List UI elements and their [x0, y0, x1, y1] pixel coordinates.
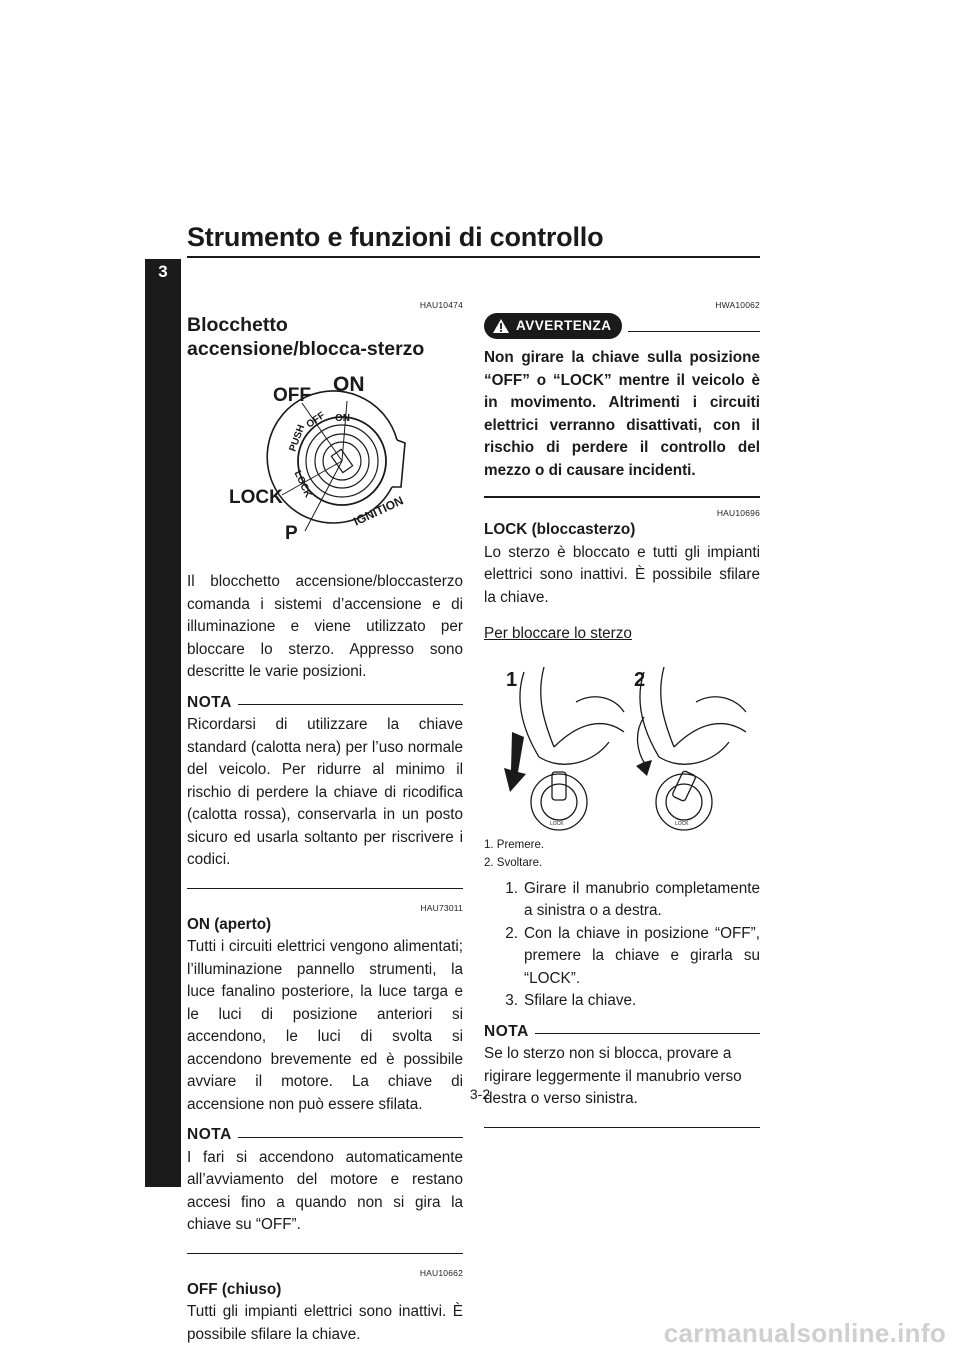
on-paragraph: Tutti i circuiti elettrici vengono alimentati; l’illuminazione pannello strumenti, la luce fanalino posteriore, la luce targa e le luci di posizione anteriori si accendono, le luci di svolta si accendono brevemente ed è possibile avviare il motore. La chiave di accensione non può essere sfilata. [187, 938, 463, 1113]
steering-lock-illustration [484, 662, 760, 832]
section-heading: Blocchetto accensione/blocca-sterzo [187, 314, 425, 360]
figure-label-off: OFF [273, 385, 311, 406]
dial-text-on: ON [335, 413, 350, 424]
intro-paragraph: Il blocchetto accensione/bloccasterzo comanda i sistemi d’accensione e di illuminazione e viene utilizzato per bloccare lo sterzo. Appresso sono descritte le varie posizioni. [187, 573, 463, 680]
lock-heading: LOCK (bloccasterzo) [484, 521, 636, 538]
off-heading: OFF (chiuso) [187, 1280, 282, 1298]
ring-text: LOCK [675, 820, 689, 827]
step-text: Girare il manubrio completamente a sinistra o a destra. [524, 879, 760, 919]
warning-triangle-icon [492, 318, 510, 334]
dial-text-off: OFF [304, 410, 328, 431]
nota-end-rule [187, 888, 463, 889]
nota-text: I fari si accendono automaticamente all’avviamento del motore e restano accesi fino a quando non si gira la chiave su “OFF”. [187, 1148, 463, 1233]
dial-text-lock: LOCK [291, 469, 314, 500]
right-column [484, 300, 760, 1142]
left-column [187, 300, 463, 1346]
ref-code: HAU10474 [419, 300, 463, 310]
caption: 2. Svoltare. [484, 856, 543, 869]
step-number: 3. [505, 992, 518, 1009]
ignition-switch-illustration [187, 365, 463, 565]
ref-code: HAU73011 [420, 902, 463, 913]
ref-code: HAU10696 [716, 508, 760, 518]
procedure-steps [484, 878, 760, 1013]
on-heading: ON (aperto) [187, 915, 272, 933]
ref-code: HWA10062 [715, 300, 760, 310]
list-item [484, 990, 760, 1013]
nota-label: NOTA [187, 1126, 232, 1143]
off-paragraph: Tutti gli impianti elettrici sono inattivi. È possibile sfilare la chiave. [187, 1303, 463, 1343]
caption: 1. Premere. [484, 838, 545, 851]
step-number: 2. [505, 924, 518, 942]
warning-header [484, 313, 760, 339]
nota-text: Ricordarsi di utilizzare la chiave standard (calotta nera) per l’uso normale del veicolo. Per ridurre al minimo il rischio di perdere la chiave di ricodifica (calotta rossa), conservarla in un posto sicuro ed usarla soltanto per riscrivere i codici. [187, 716, 463, 868]
page-number: 3-2 [469, 1086, 491, 1102]
dial-text-push: PUSH [287, 423, 308, 454]
step-label-1: 1 [506, 668, 518, 691]
step-text: Sfilare la chiave. [524, 992, 637, 1009]
step-number: 1. [505, 879, 518, 897]
figure-label-lock: LOCK [229, 487, 283, 508]
figure-captions [484, 836, 760, 872]
ring-text: LOCK [550, 820, 564, 827]
chapter-number: 3 [158, 262, 168, 281]
nota-end-rule [484, 1127, 760, 1128]
title-rule [187, 256, 760, 258]
nota-label: NOTA [484, 1022, 529, 1040]
nota-rule [238, 1137, 463, 1138]
nota-rule [238, 704, 463, 705]
nota-rule [535, 1033, 760, 1034]
step-label-2: 2 [634, 668, 646, 691]
warning-rule [628, 331, 760, 332]
figure-label-p: P [285, 523, 298, 544]
nota-label: NOTA [187, 693, 232, 711]
list-item [484, 878, 760, 923]
nota-header [187, 692, 463, 715]
chapter-tab [145, 259, 181, 1187]
nota-header [484, 1021, 760, 1044]
nota-end-rule [187, 1253, 463, 1254]
page-title: Strumento e funzioni di controllo [187, 222, 604, 252]
lock-paragraph: Lo sterzo è bloccato e tutti gli impianti elettrici sono inattivi. È possibile sfilare la chiave. [484, 543, 760, 606]
procedure-subheading: Per bloccare lo sterzo [484, 625, 632, 642]
ref-code: HAU10662 [419, 1267, 463, 1278]
nota-text: Se lo sterzo non si blocca, provare a rigirare leggermente il manubrio verso destra o verso sinistra. [484, 1045, 742, 1107]
figure-label-on: ON [333, 373, 365, 396]
warning-end-rule [484, 496, 760, 498]
dial-text-ignition: IGNITION [351, 493, 406, 529]
warning-label: AVVERTENZA [516, 317, 612, 333]
nota-header [187, 1124, 463, 1147]
list-item [484, 923, 760, 991]
warning-badge [484, 313, 622, 339]
watermark: carmanualsonline.info [663, 1318, 946, 1348]
step-text: Con la chiave in posizione “OFF”, premere la chiave e girarla su “LOCK”. [524, 924, 760, 987]
warning-text: Non girare la chiave sulla posizione “OFF” o “LOCK” mentre il veicolo è in movimento. Altrimenti i circuiti elettrici verranno disattivati, con il rischio di perdere il controllo del mezzo o di causare incidenti. [484, 349, 760, 479]
